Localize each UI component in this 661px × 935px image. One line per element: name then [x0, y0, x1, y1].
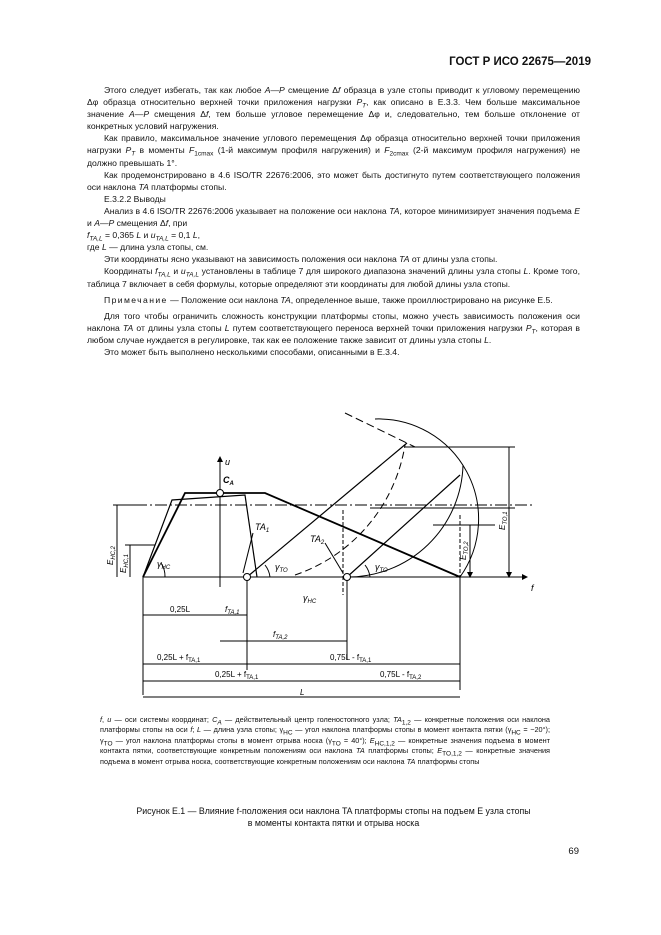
dim-a-right: $0,75L - f_{TA,1}$: [330, 653, 372, 664]
gamma-to-label-1: $\gamma_{TO}$: [275, 562, 288, 574]
foot-profile: [143, 493, 460, 577]
u-axis-label: u: [225, 457, 231, 467]
page-number: 69: [568, 846, 579, 857]
figure-diagram: [95, 405, 545, 705]
gamma-hc-label-1: $\gamma_{HC}$: [157, 559, 171, 571]
paragraph-6: где L — длина узла стопы, см.: [87, 242, 209, 253]
dim-025l: 0,25L: [170, 605, 191, 614]
ehc1-label: $E_{HC,1}$: [119, 553, 130, 573]
document-header: ГОСТ Р ИСО 22675—2019: [449, 56, 591, 68]
paragraph-2: Как правило, максимальное значение углового перемещения Δφ образца относительно верхней точки приложения нагрузки $P_T$ в моменты $F_{1cmax}$ (1-й максимум профиля нагружения) и $F_{2cmax}$ (2-й максимум профиля нагружения) не должно превышать 1°.: [87, 133, 580, 168]
eto1-label: $E_{TO,1}$: [498, 511, 509, 530]
gamma-hc-label-2: $\gamma_{HC}$: [303, 593, 317, 605]
dim-b-left: $0,25L + f_{TA,1}$: [215, 670, 259, 681]
section-heading: E.3.2.2 Выводы: [104, 193, 166, 204]
paragraph-5: Анализ в 4.6 ISO/TR 22676:2006 указывает на положение оси наклона TA, которое минимизирует значения подъема E и A—P смещения Δf, при: [87, 205, 580, 229]
dim-total-l: L: [300, 688, 305, 697]
figure-legend: f, u — оси системы координат; $C_A$ — действительный центр голеностопного узла; $TA_{1,2}$ — конкретные положения оси наклона платформы стопы на оси f; L — длина узла стопы; $\gamma_{HC}$ — угол наклона платформы стопы в момент контакта пятки $(\gamma_{HC} = -20^\circ)$; $\gamma_{TO}$ — угол наклона платформы стопы в момент отрыва носка $(\gamma_{TO} = 40^\circ)$; $E_{HC,1,2}$ — конкретные значения подъема в момент контакта пятки, соответствующие конкретным положениям оси наклона TA платформы стопы; $E_{TO,1,2}$ — конкретные значения подъема в момент отрыва носка, соответствующие конкретным положениям оси наклона TA платформы стопы: [100, 715, 551, 766]
figure-title-line-2: в моменты контакта пятки и отрыва носка: [247, 818, 420, 828]
figure-title-line-1: Рисунок E.1 — Влияние f-положения оси наклона TA платформы стопы на подъем E узла стопы: [136, 806, 531, 816]
body-text: [87, 84, 580, 358]
paragraph-7: Эти координаты ясно указывают на зависимость положения оси наклона TA от длины узла стопы.: [104, 254, 498, 265]
formula: $f_{TA,L} = 0,365$ L и $u_{TA,L} = 0,1$ L,: [87, 230, 201, 243]
paragraph-10: Для того чтобы ограничить сложность конструкции платформы стопы, можно учесть зависимость положения оси наклона TA от длины узла стопы L путем соответствующего переноса верхней точки приложения нагрузки $P_T$, которая в любом случае нуждается в регулировке, так как ее положение также зависит от длины узла стопы L.: [87, 310, 580, 345]
paragraph-8: Координаты $f_{TA,L}$ и $u_{TA,L}$ установлены в таблице 7 для широкого диапазона значений длины узла стопы L. Кроме того, таблица 7 включает в себя формулы, которые определяют эти координаты для любой длины узла стопы.: [87, 266, 580, 289]
gamma-to-label-2: $\gamma_{TO}$: [375, 562, 388, 574]
ta1-point: [244, 574, 251, 581]
paragraph-1: Этого следует избегать, так как любое A—P смещение Δf образца в узле стопы приводит к угловому перемещению Δφ образца относительно верхней точки приложения нагрузки $P_T$, как описано в E.3.3. Чем больше максимальное значение A—P смещения Δf, тем больше угловое перемещение Δφ и, следовательно, тем больше отклонение от конкретных условий нагружения.: [87, 85, 580, 132]
note-paragraph: Примечание — Положение оси наклона TA, определенное выше, также проиллюстрировано на рисунке E.5.: [104, 294, 553, 305]
eto2-label: $E_{TO,2}$: [459, 541, 470, 560]
note-label: Примечание: [104, 294, 168, 305]
paragraph-11: Это может быть выполнено несколькими способами, описанными в E.3.4.: [104, 346, 400, 357]
ehc2-label: $E_{HC,2}$: [106, 545, 117, 565]
ta2-point: [344, 574, 351, 581]
dim-f-ta2: $f_{TA,2}$: [273, 630, 288, 641]
f-axis-label: f: [531, 583, 534, 593]
paragraph-3: Как продемонстрировано в 4.6 ISO/TR 22676:2006, это может быть достигнуто путем соответствующего положения оси наклона TA платформы стопы.: [87, 169, 580, 192]
dim-a-left: $0,25L + f_{TA,1}$: [157, 653, 201, 664]
ta1-label: $TA_1$: [255, 522, 270, 534]
ca-label: $C_A$: [223, 475, 234, 487]
figure-title: [87, 805, 580, 829]
dim-f-ta1: $f_{TA,1}$: [225, 605, 240, 616]
ca-point: [217, 490, 224, 497]
dim-b-right: $0,75L - f_{TA,2}$: [380, 670, 422, 681]
ta2-label: $TA_2$: [310, 534, 325, 546]
